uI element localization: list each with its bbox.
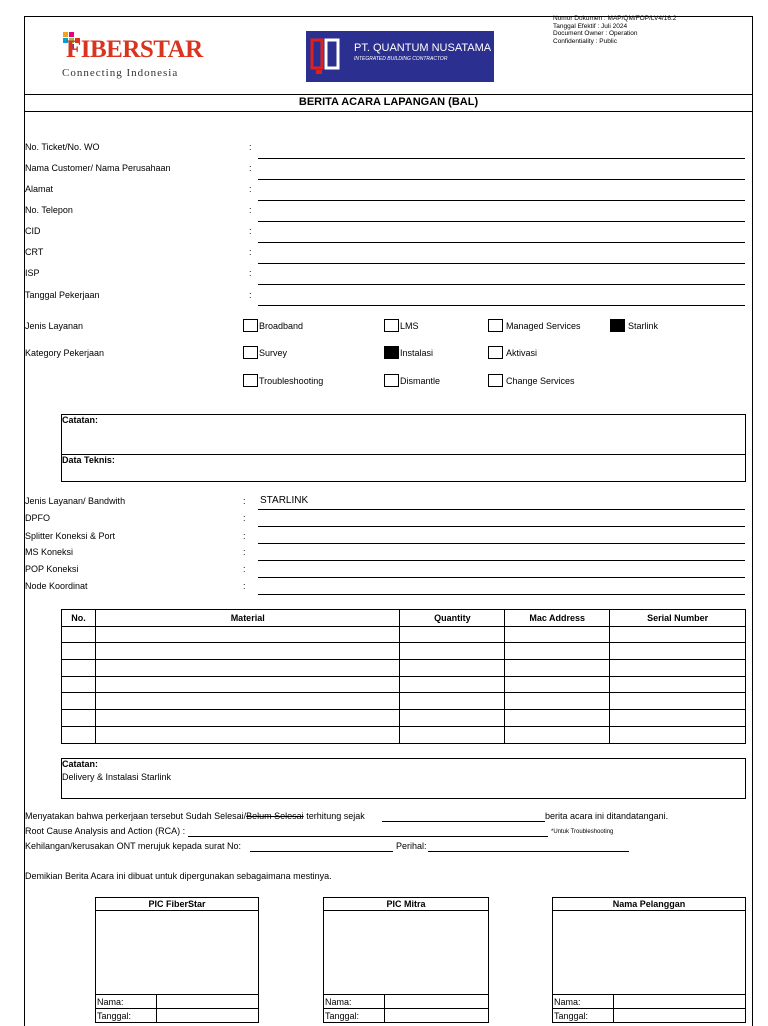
option-label: Instalasi bbox=[400, 348, 434, 358]
colon: : bbox=[243, 564, 246, 574]
doc-meta bbox=[553, 15, 676, 45]
table-cell[interactable] bbox=[505, 660, 610, 677]
table-cell[interactable] bbox=[505, 726, 610, 743]
field-input-line[interactable] bbox=[258, 200, 745, 201]
table-cell[interactable] bbox=[610, 626, 746, 643]
material-table bbox=[61, 609, 746, 744]
ont-letter-input-line[interactable] bbox=[250, 851, 393, 852]
table-cell[interactable] bbox=[400, 643, 505, 660]
catatan2-label: Catatan: bbox=[62, 759, 99, 769]
table-cell[interactable] bbox=[400, 710, 505, 727]
field-label: ISP bbox=[25, 268, 40, 278]
field-input-line[interactable] bbox=[258, 158, 745, 159]
signature-box-pelanggan[interactable] bbox=[552, 897, 746, 1023]
table-cell[interactable] bbox=[62, 660, 96, 677]
field-label: CRT bbox=[25, 247, 44, 257]
checkbox-aktivasi[interactable] bbox=[488, 346, 503, 359]
field-input-line[interactable] bbox=[258, 221, 745, 222]
since-date-line[interactable] bbox=[382, 821, 545, 822]
table-cell[interactable] bbox=[400, 676, 505, 693]
table-cell[interactable] bbox=[400, 626, 505, 643]
table-cell[interactable] bbox=[62, 726, 96, 743]
checkbox-starlink[interactable] bbox=[610, 319, 625, 332]
divider bbox=[62, 454, 745, 455]
kategori-label: Kategory Pekerjaan bbox=[25, 348, 105, 358]
option-label: Broadband bbox=[259, 321, 304, 331]
table-cell[interactable] bbox=[505, 710, 610, 727]
option-label: LMS bbox=[400, 321, 419, 331]
statement-text-a: Menyatakan bahwa perkerjaan tersebut Sudah Selesai/ bbox=[25, 811, 247, 821]
name-label: Nama: bbox=[97, 997, 124, 1007]
tech-label: MS Koneksi bbox=[25, 547, 74, 557]
field-input-line[interactable] bbox=[258, 284, 745, 285]
signature-name-row[interactable] bbox=[553, 994, 745, 1009]
doc-meta-confidentiality: Confidentiality : Public bbox=[553, 37, 617, 45]
page-title: BERITA ACARA LAPANGAN (BAL) bbox=[298, 96, 479, 108]
tech-label: DPFO bbox=[25, 513, 51, 523]
col-header-quantity: Quantity bbox=[400, 610, 505, 627]
ont-label: Kehilangan/kerusakan ONT merujuk kepada surat No: bbox=[25, 841, 241, 851]
signature-name-row[interactable] bbox=[96, 994, 258, 1009]
statement-text-b: terhitung sejak bbox=[303, 811, 365, 821]
table-row bbox=[62, 676, 746, 693]
table-cell[interactable] bbox=[505, 626, 610, 643]
colon: : bbox=[249, 163, 252, 173]
signature-date-row[interactable] bbox=[553, 1008, 745, 1023]
colon: : bbox=[243, 547, 246, 557]
perihal-label: Perihal: bbox=[396, 841, 427, 851]
table-cell[interactable] bbox=[95, 726, 399, 743]
table-cell[interactable] bbox=[62, 643, 96, 660]
tech-input-line[interactable] bbox=[258, 543, 745, 544]
table-cell[interactable] bbox=[62, 626, 96, 643]
signature-box-fiberstar[interactable] bbox=[95, 897, 259, 1023]
partner-name: PT. QUANTUM NUSATAMA bbox=[354, 42, 492, 54]
table-cell[interactable] bbox=[95, 710, 399, 727]
date-label: Tanggal: bbox=[325, 1011, 360, 1021]
field-label: No. Telepon bbox=[25, 205, 73, 215]
table-cell[interactable] bbox=[95, 660, 399, 677]
statement-line1 bbox=[25, 811, 365, 821]
tech-label: Jenis Layanan/ Bandwith bbox=[25, 496, 126, 506]
quantum-mark-icon bbox=[310, 34, 350, 79]
field-label: Alamat bbox=[25, 184, 54, 194]
data-teknis-label: Data Teknis: bbox=[62, 455, 115, 465]
col-header-serial-number: Serial Number bbox=[610, 610, 746, 627]
field-input-line[interactable] bbox=[258, 242, 745, 243]
colon: : bbox=[249, 184, 252, 194]
table-cell[interactable] bbox=[610, 676, 746, 693]
tech-label: POP Koneksi bbox=[25, 564, 79, 574]
table-cell[interactable] bbox=[400, 726, 505, 743]
col-header-material: Material bbox=[95, 610, 399, 627]
checkbox-troubleshooting[interactable] bbox=[243, 374, 258, 387]
colon: : bbox=[249, 205, 252, 215]
table-cell[interactable] bbox=[610, 710, 746, 727]
catatan-label: Catatan: bbox=[62, 415, 99, 425]
table-cell[interactable] bbox=[610, 643, 746, 660]
col-header-mac-address: Mac Address bbox=[505, 610, 610, 627]
statement-strike: Belum Selesai bbox=[246, 811, 304, 821]
colon: : bbox=[249, 290, 252, 300]
notes-box[interactable] bbox=[61, 414, 746, 482]
colon: : bbox=[249, 247, 252, 257]
rca-input-line[interactable] bbox=[188, 836, 548, 837]
statement-text-c: berita acara ini ditandatangani. bbox=[545, 811, 669, 821]
rca-note: *Untuk Troubleshooting bbox=[551, 829, 614, 835]
jenis-layanan-label: Jenis Layanan bbox=[25, 321, 84, 331]
signature-name-row[interactable] bbox=[324, 994, 488, 1009]
option-label: Change Services bbox=[506, 376, 575, 386]
table-row bbox=[62, 726, 746, 743]
table-cell[interactable] bbox=[95, 626, 399, 643]
checkbox-dismantle[interactable] bbox=[384, 374, 399, 387]
option-label: Dismantle bbox=[400, 376, 441, 386]
table-cell[interactable] bbox=[62, 710, 96, 727]
checkbox-instalasi[interactable] bbox=[384, 346, 399, 359]
tech-label: Node Koordinat bbox=[25, 581, 88, 591]
rca-label: Root Cause Analysis and Action (RCA) : bbox=[25, 826, 186, 836]
table-header-row bbox=[62, 610, 746, 627]
field-label: No. Ticket/No. WO bbox=[25, 142, 100, 152]
signature-title: Nama Pelanggan bbox=[553, 898, 745, 911]
table-cell[interactable] bbox=[505, 643, 610, 660]
field-label: Tanggal Pekerjaan bbox=[25, 290, 100, 300]
colon: : bbox=[243, 531, 246, 541]
date-label: Tanggal: bbox=[554, 1011, 589, 1021]
tech-label: Splitter Koneksi & Port bbox=[25, 531, 116, 541]
partner-tagline: INTEGRATED BUILDING CONTRACTOR bbox=[354, 56, 448, 62]
option-label: Survey bbox=[259, 348, 288, 358]
table-cell[interactable] bbox=[400, 660, 505, 677]
field-input-line[interactable] bbox=[258, 263, 745, 264]
colon: : bbox=[243, 513, 246, 523]
tech-input-line[interactable] bbox=[258, 560, 745, 561]
colon: : bbox=[249, 226, 252, 236]
table-cell[interactable] bbox=[62, 676, 96, 693]
table-cell[interactable] bbox=[610, 726, 746, 743]
option-label: Starlink bbox=[628, 321, 659, 331]
table-cell[interactable] bbox=[95, 643, 399, 660]
catatan2-text: Delivery & Instalasi Starlink bbox=[62, 772, 172, 782]
table-cell[interactable] bbox=[95, 693, 399, 710]
option-label: Troubleshooting bbox=[259, 376, 324, 386]
table-row bbox=[62, 626, 746, 643]
col-header-no: No. bbox=[62, 610, 96, 627]
colon: : bbox=[243, 496, 246, 506]
field-input-line[interactable] bbox=[258, 305, 745, 306]
colon: : bbox=[249, 268, 252, 278]
divider bbox=[24, 94, 753, 95]
field-label: Nama Customer/ Nama Perusahaan bbox=[25, 163, 171, 173]
tech-input-line[interactable] bbox=[258, 526, 745, 527]
name-label: Nama: bbox=[554, 997, 581, 1007]
field-label: CID bbox=[25, 226, 41, 236]
doc-meta-number: Nomor Dokumen : MAP/QM/FOP/LV4/16.2 bbox=[553, 15, 677, 22]
notes2-box[interactable] bbox=[61, 758, 746, 799]
tech-input-line[interactable] bbox=[258, 509, 745, 510]
checkbox-broadband[interactable] bbox=[243, 319, 258, 332]
doc-meta-effective: Tanggal Efektif : Juli 2024 bbox=[553, 22, 628, 30]
table-cell[interactable] bbox=[95, 676, 399, 693]
table-row bbox=[62, 710, 746, 727]
table-cell[interactable] bbox=[505, 693, 610, 710]
table-cell[interactable] bbox=[400, 693, 505, 710]
date-label: Tanggal: bbox=[97, 1011, 132, 1021]
table-row bbox=[62, 643, 746, 660]
tech-input-line[interactable] bbox=[258, 577, 745, 578]
checkbox-managed-services[interactable] bbox=[488, 319, 503, 332]
signature-date-row[interactable] bbox=[324, 1008, 488, 1023]
signature-date-row[interactable] bbox=[96, 1008, 258, 1023]
table-cell[interactable] bbox=[610, 693, 746, 710]
table-row bbox=[62, 693, 746, 710]
perihal-input-line[interactable] bbox=[428, 851, 629, 852]
signature-title: PIC Mitra bbox=[324, 898, 488, 911]
tech-input-line[interactable] bbox=[258, 594, 745, 595]
colon: : bbox=[243, 581, 246, 591]
table-row bbox=[62, 660, 746, 677]
table-cell[interactable] bbox=[610, 660, 746, 677]
doc-meta-owner: Document Owner : Operation bbox=[553, 30, 638, 37]
option-label: Aktivasi bbox=[506, 348, 538, 358]
checkbox-lms[interactable] bbox=[384, 319, 399, 332]
option-label: Managed Services bbox=[506, 321, 581, 331]
divider bbox=[24, 111, 753, 112]
colon: : bbox=[249, 142, 252, 152]
tech-value-bandwith: STARLINK bbox=[260, 495, 309, 506]
closing-text: Demikian Berita Acara ini dibuat untuk dipergunakan sebagaimana mestinya. bbox=[25, 871, 332, 881]
table-cell[interactable] bbox=[505, 676, 610, 693]
name-label: Nama: bbox=[325, 997, 352, 1007]
checkbox-change-services[interactable] bbox=[488, 374, 503, 387]
signature-box-mitra[interactable] bbox=[323, 897, 489, 1023]
table-cell[interactable] bbox=[62, 693, 96, 710]
quantum-logo bbox=[306, 31, 494, 82]
brand-name: FIBERSTAR bbox=[66, 36, 203, 63]
field-input-line[interactable] bbox=[258, 179, 745, 180]
checkbox-survey[interactable] bbox=[243, 346, 258, 359]
signature-title: PIC FiberStar bbox=[96, 898, 258, 911]
brand-tagline: Connecting Indonesia bbox=[62, 67, 179, 79]
